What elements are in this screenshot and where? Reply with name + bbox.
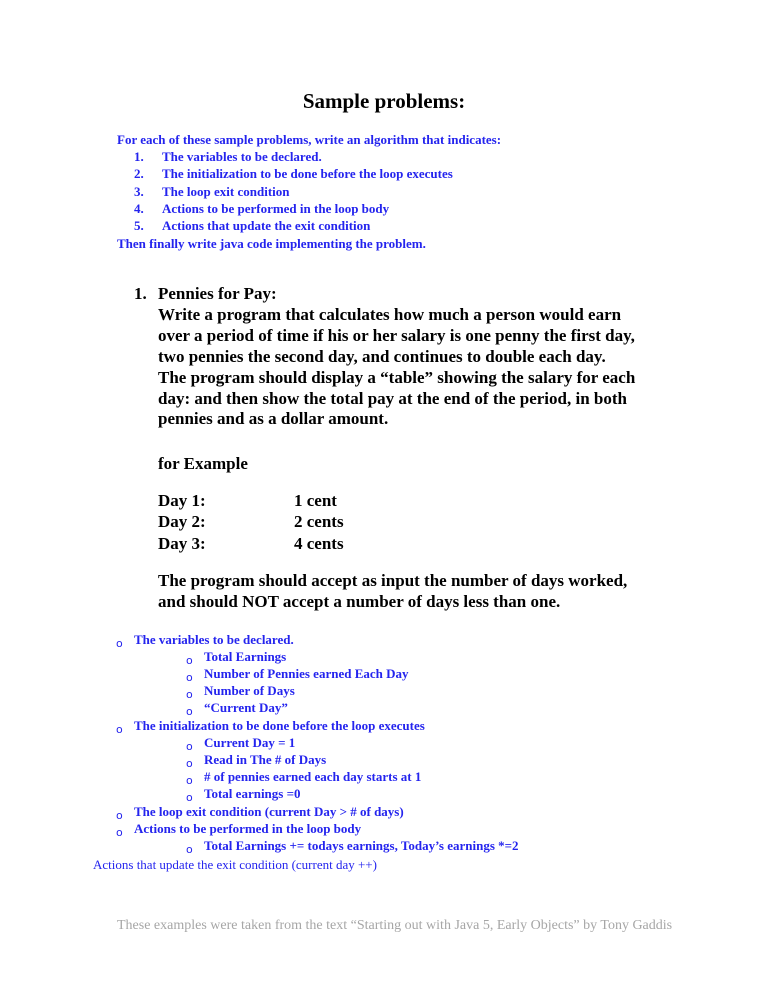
outline-subitem: Current Day = 1 [204, 735, 296, 750]
table-row: Day 1: 1 cent [158, 491, 337, 510]
outline-subitem: Number of Days [204, 683, 295, 698]
outline-item: The initialization to be done before the loop executes [134, 718, 425, 733]
page-title: Sample problems: [302, 89, 466, 113]
outline-item: Actions to be performed in the loop body [134, 821, 362, 836]
exit-condition-update: Actions that update the exit condition (current day ++) [93, 857, 377, 872]
outline-subitem: Read in The # of Days [204, 752, 327, 767]
outline-subitem: Total Earnings += todays earnings, Today’s earnings *=2 [204, 838, 519, 853]
bullet-icon: o [186, 688, 193, 701]
source-footer: These examples were taken from the text “Starting out with Java 5, Early Objects” by Tony Gaddis [117, 918, 673, 933]
problem-body: Write a program that calculates how much a person would earn over a period of time if his or her salary is one penny the first day, two pennies the second day, and continues to double each day. The program should display a “table” showing the salary for each day: and then show the total pay at the end of the period, in both pennies and as a dollar amount. [158, 304, 636, 429]
list-item: 3. The loop exit condition [134, 183, 290, 199]
instructions-lead: For each of these sample problems, write an algorithm that indicates: [117, 132, 502, 147]
bullet-icon: o [186, 671, 193, 684]
outline-subitem: Number of Pennies earned Each Day [204, 666, 409, 681]
instructions-then: Then finally write java code implementing the problem. [117, 236, 426, 251]
bullet-icon: o [116, 637, 123, 650]
bullet-icon: o [186, 757, 193, 770]
bullet-icon: o [186, 843, 193, 856]
outline-subitem: “Current Day” [204, 700, 288, 715]
input-requirement: The program should accept as input the number of days worked, and should NOT accept a number of days less than one. [158, 571, 628, 611]
outline-subitem: Total earnings =0 [204, 786, 301, 801]
example-table [158, 490, 344, 554]
bullet-icon: o [186, 654, 193, 667]
bullet-icon: o [186, 791, 193, 804]
list-item: 5. Actions that update the exit condition [134, 218, 371, 234]
table-row: Day 2: 2 cents [158, 512, 344, 532]
bullet-icon: o [116, 723, 123, 736]
list-item: 1. The variables to be declared. [134, 149, 322, 164]
problem-statement [134, 284, 694, 430]
bullet-icon: o [186, 740, 193, 753]
bullet-icon: o [186, 705, 193, 718]
outline-subitem: # of pennies earned each day starts at 1 [204, 769, 422, 784]
table-row: Day 3: 4 cents [158, 533, 344, 553]
example-label: for Example [158, 454, 248, 473]
bullet-icon: o [186, 774, 193, 787]
outline-subitem: Total Earnings [204, 649, 287, 664]
instructions-list [134, 148, 453, 234]
list-item: 4. Actions to be performed in the loop body [134, 200, 390, 216]
list-item: 2. The initialization to be done before the loop executes [134, 166, 453, 182]
outline-item: The loop exit condition (current Day > # of days) [134, 804, 404, 819]
problem-heading: 1. Pennies for Pay: [134, 284, 277, 303]
bullet-icon: o [116, 826, 123, 839]
bullet-icon: o [116, 809, 123, 822]
outline-item: The variables to be declared. [134, 632, 294, 647]
